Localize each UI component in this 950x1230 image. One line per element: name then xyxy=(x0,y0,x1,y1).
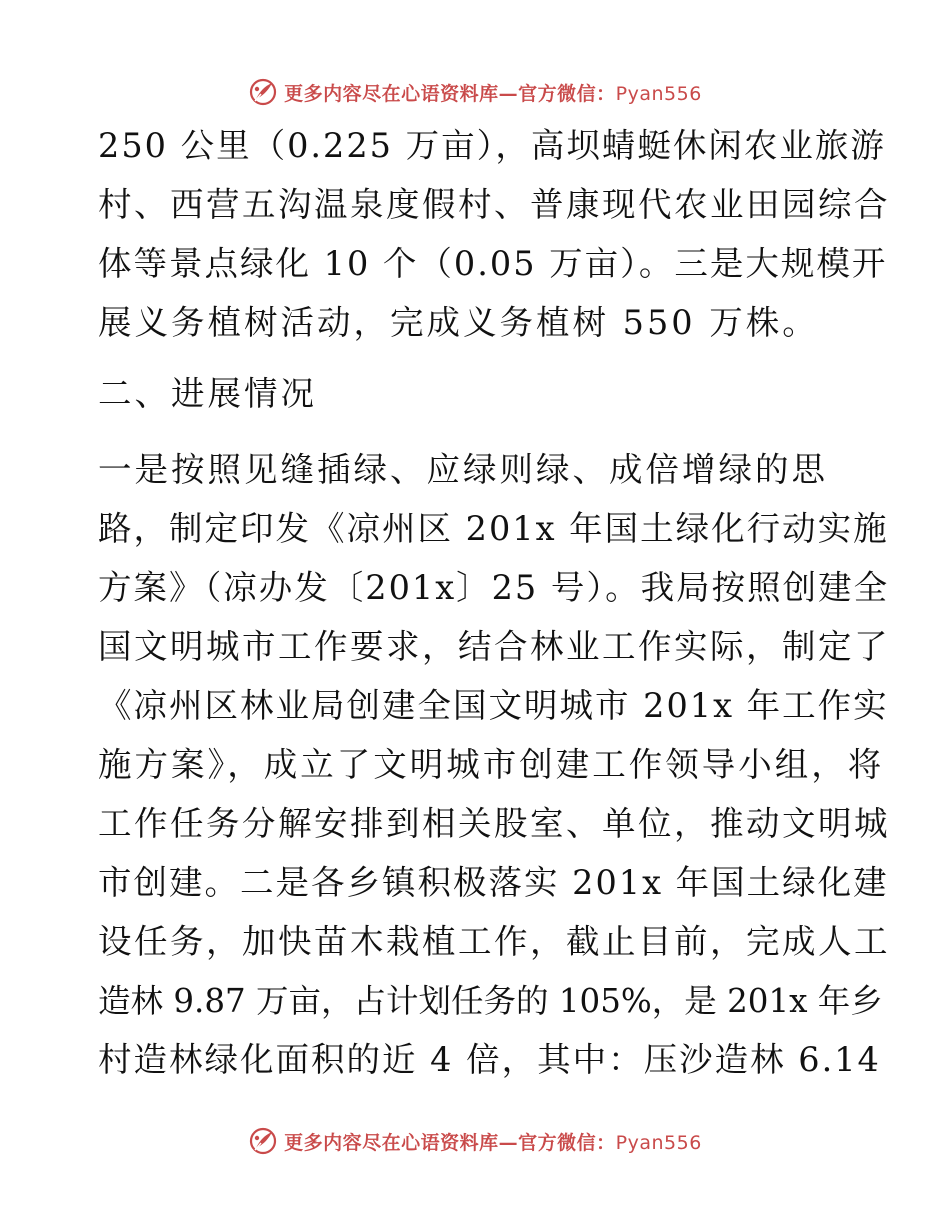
body-line: 市创建。二是各乡镇积极落实 201x 年国土绿化建 xyxy=(98,863,889,902)
feather-pen-logo-icon xyxy=(248,1126,278,1156)
body-line: 国文明城市工作要求，结合林业工作实际，制定了 xyxy=(98,627,890,666)
body-line: 施方案》，成立了文明城市创建工作领导小组，将 xyxy=(98,745,885,784)
header-watermark xyxy=(0,72,950,112)
body-line: 展义务植树活动，完成义务植树 550 万株。 xyxy=(98,303,819,342)
watermark-text: 更多内容尽在心语资料库—官方微信： xyxy=(284,1131,616,1154)
section-heading: 二、进展情况 xyxy=(98,374,317,413)
watermark-text: 更多内容尽在心语资料库—官方微信： xyxy=(284,82,616,105)
body-line: 250 公里（0.225 万亩），高坝蜻蜓休闲农业旅游 xyxy=(98,126,886,165)
body-line: 设任务，加快苗木栽植工作，截止目前，完成人工 xyxy=(98,922,890,961)
body-line: 一是按照见缝插绿、应绿则绿、成倍增绿的思 xyxy=(98,450,828,489)
body-line: 村、西营五沟温泉度假村、普康现代农业田园综合 xyxy=(98,185,890,224)
body-line: 《凉州区林业局创建全国文明城市 201x 年工作实 xyxy=(98,686,889,725)
body-line: 工作任务分解安排到相关股室、单位，推动文明城 xyxy=(98,804,890,843)
body-line: 体等景点绿化 10 个（0.05 万亩）。三是大规模开 xyxy=(98,244,888,283)
feather-pen-logo-icon xyxy=(248,77,278,107)
watermark-account: Pyan556 xyxy=(615,82,702,105)
watermark-account: Pyan556 xyxy=(615,1131,702,1154)
body-line: 方案》（凉办发〔201x〕25 号）。我局按照创建全 xyxy=(98,568,890,607)
body-line: 路，制定印发《凉州区 201x 年国土绿化行动实施 xyxy=(98,509,889,548)
body-line: 造林 9.87 万亩，占计划任务的 105%，是 201x 年乡 xyxy=(98,982,883,1020)
footer-watermark xyxy=(0,1121,950,1161)
body-line: 村造林绿化面积的近 4 倍，其中：压沙造林 6.14 xyxy=(98,1040,881,1079)
